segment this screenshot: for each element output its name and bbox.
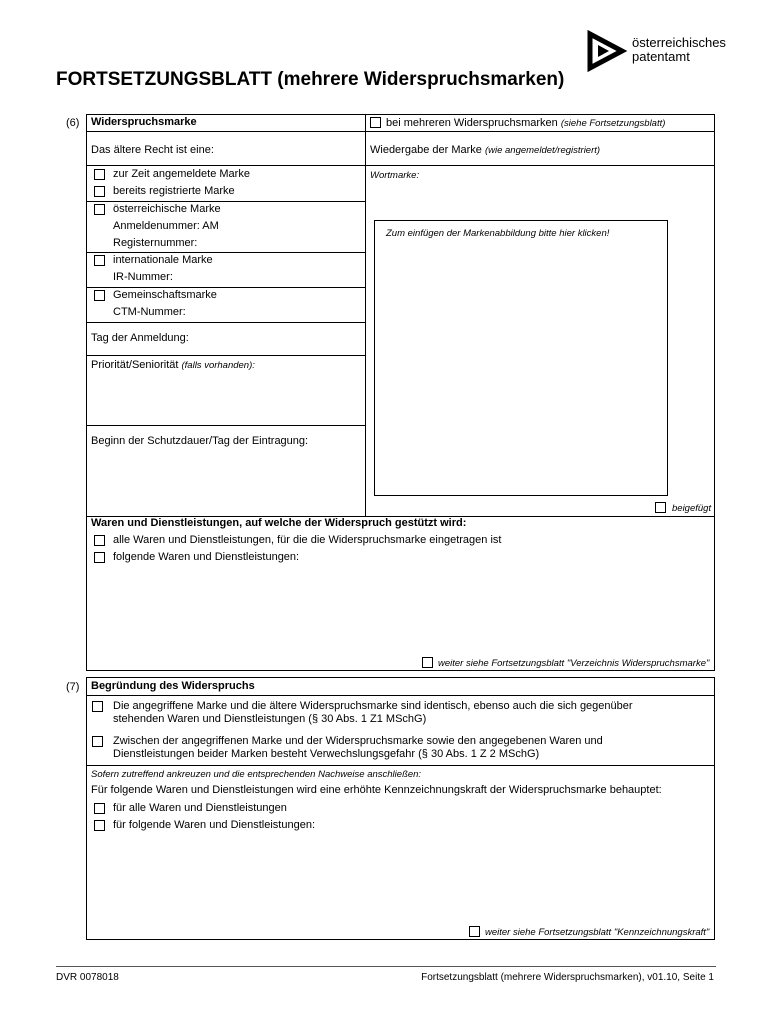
weiter-verzeichnis-checkbox[interactable] <box>422 657 433 668</box>
waren-alle-checkbox[interactable] <box>94 535 105 546</box>
wiedergabe-label: Wiedergabe der Marke (wie angemeldet/registriert) <box>370 144 601 156</box>
angemeldet-label: zur Zeit angemeldete Marke <box>113 168 250 180</box>
verwechslung-checkbox[interactable] <box>92 736 103 747</box>
page-title: FORTSETZUNGSBLATT (mehrere Widerspruchsmarken) <box>56 69 565 90</box>
identisch-checkbox[interactable] <box>92 701 103 712</box>
k-alle-checkbox[interactable] <box>94 803 105 814</box>
waren-alle-label: alle Waren und Dienstleistungen, für die die Widerspruchsmarke eingetragen ist <box>113 534 502 546</box>
oesterreichisch-label: österreichische Marke <box>113 203 221 215</box>
section-7-number: (7) <box>66 681 80 693</box>
mark-image-field[interactable] <box>374 220 668 496</box>
waren-folgende-checkbox[interactable] <box>94 552 105 563</box>
divider <box>86 131 715 132</box>
footer-rule <box>56 966 716 967</box>
k-folgende-checkbox[interactable] <box>94 820 105 831</box>
international-checkbox[interactable] <box>94 255 105 266</box>
patentamt-logo-icon <box>586 30 628 72</box>
divider <box>86 165 365 166</box>
ir-nummer-label: IR-Nummer: <box>113 271 173 283</box>
older-right-label: Das ältere Recht ist eine: <box>91 144 214 156</box>
international-label: internationale Marke <box>113 254 213 266</box>
multi-marks-label: bei mehreren Widerspruchsmarken (siehe Fortsetzungsblatt) <box>386 117 666 129</box>
angemeldet-checkbox[interactable] <box>94 169 105 180</box>
weiter-kennzeichnung-label: weiter siehe Fortsetzungsblatt "Kennzeichnungskraft" <box>485 927 710 938</box>
sofern-note: Sofern zutreffend ankreuzen und die entsprechenden Nachweise anschließen: <box>91 769 422 780</box>
logo-line2: patentamt <box>632 49 690 64</box>
section-6-number: (6) <box>66 117 80 129</box>
beigefuegt-label: beigefügt <box>672 503 712 514</box>
kennzeichnung-label: Für folgende Waren und Dienstleistungen wird eine erhöhte Kennzeichnungskraft der Widerspruchsmarke behauptet: <box>91 784 662 796</box>
identisch-line2: stehenden Waren und Dienstleistungen (§ 30 Abs. 1 Z1 MSchG) <box>113 713 427 725</box>
weiter-verzeichnis-label: weiter siehe Fortsetzungsblatt "Verzeichnis Widerspruchsmarke" <box>438 658 710 669</box>
gemeinschaft-checkbox[interactable] <box>94 290 105 301</box>
beginn-label: Beginn der Schutzdauer/Tag der Eintragung: <box>91 435 309 447</box>
column-divider <box>365 114 366 516</box>
divider <box>86 287 365 288</box>
divider <box>86 695 715 696</box>
divider <box>86 322 365 323</box>
divider <box>365 165 715 166</box>
tag-anmeldung-label: Tag der Anmeldung: <box>91 332 189 344</box>
ctm-nummer-label: CTM-Nummer: <box>113 306 186 318</box>
registernummer-label: Registernummer: <box>113 237 198 249</box>
oesterreichisch-checkbox[interactable] <box>94 204 105 215</box>
divider <box>86 201 365 202</box>
divider <box>86 425 365 426</box>
footer-dvr: DVR 0078018 <box>56 972 119 983</box>
beigefuegt-checkbox[interactable] <box>655 502 666 513</box>
identisch-line1: Die angegriffene Marke und die ältere Widerspruchsmarke sind identisch, ebenso auch die sich gegenüber <box>113 700 633 712</box>
registriert-checkbox[interactable] <box>94 186 105 197</box>
logo-line1: österreichisches <box>632 35 726 50</box>
section-6-header: Widerspruchsmarke <box>91 116 197 128</box>
gemeinschaft-label: Gemeinschaftsmarke <box>113 289 217 301</box>
verwechslung-line2: Dienstleistungen beider Marken besteht Verwechslungsgefahr (§ 30 Abs. 1 Z 2 MSchG) <box>113 748 540 760</box>
wortmarke-label: Wortmarke: <box>370 170 420 181</box>
weiter-kennzeichnung-checkbox[interactable] <box>469 926 480 937</box>
divider <box>86 355 365 356</box>
verwechslung-line1: Zwischen der angegriffenen Marke und der Widerspruchsmarke sowie den angegebenen Waren und <box>113 735 603 747</box>
waren-folgende-label: folgende Waren und Dienstleistungen: <box>113 551 300 563</box>
divider <box>86 252 365 253</box>
divider <box>86 765 715 766</box>
multi-marks-checkbox[interactable] <box>370 117 381 128</box>
k-alle-label: für alle Waren und Dienstleistungen <box>113 802 287 814</box>
waren-header: Waren und Dienstleistungen, auf welche der Widerspruch gestützt wird: <box>91 517 467 529</box>
section-7-header: Begründung des Widerspruchs <box>91 680 255 692</box>
anmeldenummer-label: Anmeldenummer: AM <box>113 220 219 232</box>
image-hint: Zum einfügen der Markenabbildung bitte hier klicken! <box>386 228 610 239</box>
registriert-label: bereits registrierte Marke <box>113 185 235 197</box>
prioritaet-label: Priorität/Seniorität (falls vorhanden): <box>91 359 255 371</box>
footer-version: Fortsetzungsblatt (mehrere Widerspruchsmarken), v01.10, Seite 1 <box>421 972 714 983</box>
k-folgende-label: für folgende Waren und Dienstleistungen: <box>113 819 315 831</box>
